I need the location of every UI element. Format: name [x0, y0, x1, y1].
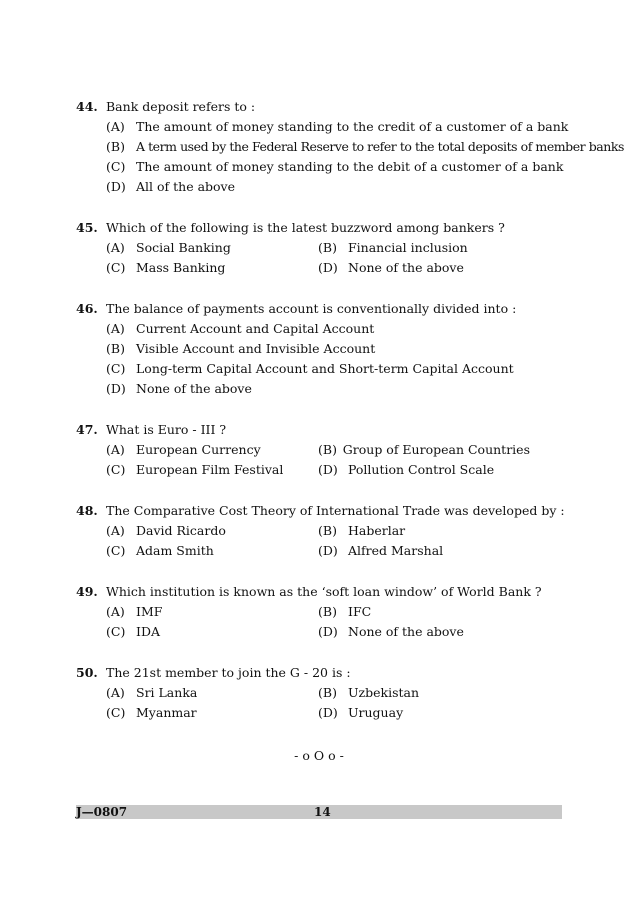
option-c — [106, 460, 318, 480]
option-label: (C) — [106, 543, 126, 558]
option-text: Myanmar — [136, 705, 197, 720]
option-text: Group of European Countries — [342, 442, 530, 457]
option-b — [318, 238, 530, 258]
option-text: None of the above — [136, 381, 252, 396]
option-label: (C) — [106, 705, 126, 720]
option-label: (A) — [106, 523, 125, 538]
question-49 — [76, 582, 576, 642]
option-text: Haberlar — [348, 523, 406, 538]
option-text: European Currency — [136, 442, 261, 457]
option-label: (B) — [106, 139, 125, 154]
option-text: European Film Festival — [136, 462, 284, 477]
option-b — [106, 137, 624, 157]
option-label: (C) — [106, 361, 126, 376]
question-text: Bank deposit refers to : — [106, 99, 256, 114]
option-b — [318, 440, 530, 460]
end-of-paper-mark: - o O o - — [294, 748, 344, 763]
option-b — [318, 683, 530, 703]
question-48 — [76, 501, 576, 561]
option-text: Alfred Marshal — [348, 543, 444, 558]
option-text: Pollution Control Scale — [348, 462, 495, 477]
page-number: 14 — [314, 805, 331, 819]
option-a — [106, 238, 318, 258]
option-label: (A) — [106, 321, 125, 336]
option-label: (C) — [106, 260, 126, 275]
option-label: (B) — [318, 240, 337, 255]
option-label: (C) — [106, 624, 126, 639]
option-d — [318, 622, 530, 642]
option-text: IDA — [136, 624, 160, 639]
option-a — [106, 683, 318, 703]
option-b — [106, 339, 375, 359]
option-label: (D) — [318, 543, 338, 558]
option-text: David Ricardo — [136, 523, 226, 538]
question-number: 50. — [76, 665, 98, 680]
option-d — [318, 541, 530, 561]
question-number: 45. — [76, 220, 98, 235]
option-text: None of the above — [348, 624, 464, 639]
option-label: (D) — [318, 705, 338, 720]
option-b — [318, 521, 530, 541]
option-a — [106, 319, 374, 339]
option-c — [106, 157, 563, 177]
option-label: (D) — [106, 179, 126, 194]
option-label: (B) — [318, 604, 337, 619]
option-text: The amount of money standing to the debit of a customer of a bank — [136, 159, 564, 174]
option-label: (A) — [106, 119, 125, 134]
question-text: The balance of payments account is conventionally divided into : — [106, 301, 517, 316]
option-label: (C) — [106, 159, 126, 174]
option-c — [106, 258, 318, 278]
option-label: (A) — [106, 685, 125, 700]
paper-code: J—0807 — [76, 805, 128, 819]
question-50 — [76, 663, 576, 723]
question-text: Which of the following is the latest buzzword among bankers ? — [106, 220, 505, 235]
question-number: 48. — [76, 503, 98, 518]
option-text: Visible Account and Invisible Account — [136, 341, 376, 356]
option-d — [106, 379, 252, 399]
option-label: (A) — [106, 604, 125, 619]
question-text: The Comparative Cost Theory of International Trade was developed by : — [106, 503, 565, 518]
option-text: Uzbekistan — [348, 685, 420, 700]
option-label: (B) — [318, 442, 337, 457]
option-label: (D) — [318, 624, 338, 639]
question-number: 44. — [76, 99, 98, 114]
option-label: (A) — [106, 240, 125, 255]
option-text: Uruguay — [348, 705, 404, 720]
question-46 — [76, 299, 576, 399]
option-d — [106, 177, 235, 197]
option-text: A term used by the Federal Reserve to refer to the total deposits of member banks — [136, 139, 624, 154]
option-text: IMF — [136, 604, 163, 619]
question-45 — [76, 218, 576, 278]
option-text: All of the above — [136, 179, 236, 194]
option-b — [318, 602, 530, 622]
question-text: Which institution is known as the ‘soft loan window’ of World Bank ? — [106, 584, 542, 599]
option-text: None of the above — [348, 260, 464, 275]
question-number: 47. — [76, 422, 98, 437]
question-number: 49. — [76, 584, 98, 599]
option-text: Adam Smith — [136, 543, 214, 558]
option-label: (D) — [318, 260, 338, 275]
option-label: (D) — [318, 462, 338, 477]
question-44 — [76, 97, 624, 197]
option-label: (C) — [106, 462, 126, 477]
option-text: Social Banking — [136, 240, 231, 255]
option-c — [106, 703, 318, 723]
question-text: The 21st member to join the G - 20 is : — [106, 665, 351, 680]
option-text: IFC — [348, 604, 372, 619]
option-text: Financial inclusion — [348, 240, 468, 255]
option-text: Sri Lanka — [136, 685, 198, 700]
option-text: Long-term Capital Account and Short-term Capital Account — [136, 361, 514, 376]
question-47 — [76, 420, 576, 480]
option-c — [106, 622, 318, 642]
option-d — [318, 258, 530, 278]
option-label: (A) — [106, 442, 125, 457]
option-text: The amount of money standing to the credit of a customer of a bank — [136, 119, 569, 134]
option-text: Current Account and Capital Account — [136, 321, 375, 336]
question-number: 46. — [76, 301, 98, 316]
option-a — [106, 117, 568, 137]
option-label: (D) — [106, 381, 126, 396]
option-a — [106, 440, 318, 460]
question-text: What is Euro - III ? — [106, 422, 227, 437]
option-label: (B) — [318, 523, 337, 538]
option-c — [106, 541, 318, 561]
option-a — [106, 521, 318, 541]
option-c — [106, 359, 514, 379]
option-a — [106, 602, 318, 622]
page-footer — [76, 805, 562, 819]
option-label: (B) — [318, 685, 337, 700]
option-d — [318, 460, 530, 480]
option-d — [318, 703, 530, 723]
option-label: (B) — [106, 341, 125, 356]
option-text: Mass Banking — [136, 260, 226, 275]
